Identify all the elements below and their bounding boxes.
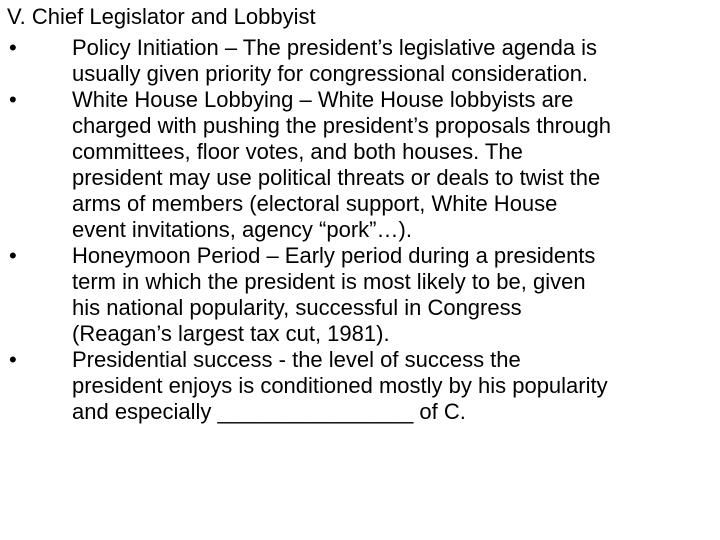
bullet-item-honeymoon-period xyxy=(0,243,720,347)
bullet-line: White House Lobbying – White House lobbyists are xyxy=(72,87,574,112)
bullet-line: usually given priority for congressional consideration. xyxy=(72,61,589,86)
bullet-icon: • xyxy=(9,35,17,60)
bullet-icon: • xyxy=(9,87,17,112)
slide-title: V. Chief Legislator and Lobbyist xyxy=(7,4,316,29)
bullet-line: charged with pushing the president’s proposals through xyxy=(72,113,611,138)
bullet-line: Honeymoon Period – Early period during a presidents xyxy=(72,243,596,268)
bullet-line: Presidential success - the level of success the xyxy=(72,347,521,372)
bullet-line: his national popularity, successful in Congress xyxy=(72,295,522,320)
bullet-line: event invitations, agency “pork”…). xyxy=(72,217,412,242)
bullet-line: and especially ________________ of C. xyxy=(72,399,466,424)
bullet-line: arms of members (electoral support, White House xyxy=(72,191,558,216)
bullet-text xyxy=(72,87,712,243)
bullet-text xyxy=(72,347,712,425)
bullet-icon: • xyxy=(9,347,17,372)
bullet-item-presidential-success xyxy=(0,347,720,425)
bullet-line: (Reagan’s largest tax cut, 1981). xyxy=(72,321,390,346)
bullet-line: Policy Initiation – The president’s legislative agenda is xyxy=(72,35,598,60)
bullet-line: president may use political threats or deals to twist the xyxy=(72,165,601,190)
bullet-line: term in which the president is most likely to be, given xyxy=(72,269,586,294)
bullet-list xyxy=(0,35,720,425)
bullet-line: president enjoys is conditioned mostly by his popularity xyxy=(72,373,608,398)
bullet-text xyxy=(72,35,712,87)
bullet-item-policy-initiation xyxy=(0,35,720,87)
bullet-item-white-house-lobbying xyxy=(0,87,720,243)
bullet-icon: • xyxy=(9,243,17,268)
bullet-line: committees, floor votes, and both houses. The xyxy=(72,139,523,164)
bullet-text xyxy=(72,243,712,347)
